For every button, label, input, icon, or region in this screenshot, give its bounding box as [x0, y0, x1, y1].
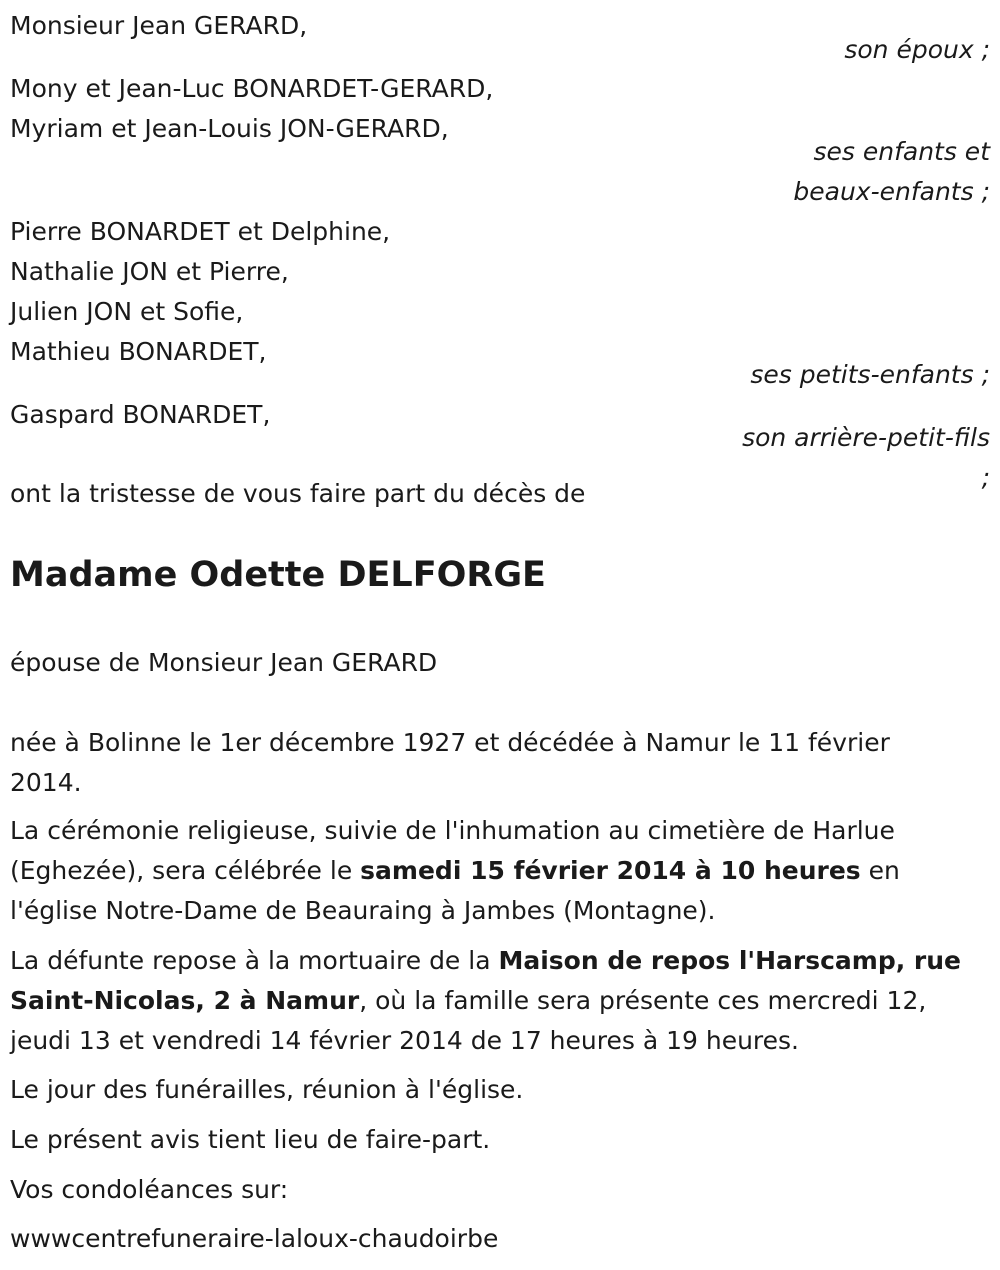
repose-place-1: Maison de repos l'Harscamp, rue [498, 946, 961, 975]
repose-line-2-post: , où la famille sera présente ces mercredi 12, [359, 986, 927, 1015]
children-role-1: ses enfants et [813, 137, 990, 166]
spouse-line: épouse de Monsieur Jean GERARD [10, 648, 438, 677]
grandchild-4: Mathieu BONARDET, [10, 337, 267, 366]
grandchildren-role: ses petits-enfants ; [750, 360, 990, 389]
ceremony-line-1: La cérémonie religieuse, suivie de l'inhumation au cimetière de Harlue [10, 816, 895, 845]
ceremony-line-2 [10, 851, 990, 891]
repose-line-2 [10, 981, 990, 1021]
funeral-day-text: Le jour des funérailles, réunion à l'église. [10, 1075, 524, 1104]
website-link[interactable]: wwwcentrefuneraire-laloux-chaudoirbe [10, 1224, 499, 1253]
great-grandchild: Gaspard BONARDET, [10, 400, 271, 429]
ceremony-paragraph [10, 811, 990, 931]
grandchild-1: Pierre BONARDET et Delphine, [10, 217, 391, 246]
ceremony-line-2-pre: (Eghezée), sera célébrée le [10, 856, 361, 885]
child-1: Mony et Jean-Luc BONARDET-GERARD, [10, 74, 494, 103]
children-role-2: beaux-enfants ; [793, 177, 990, 206]
notice-text: Le présent avis tient lieu de faire-part. [10, 1125, 491, 1154]
repose-place-2: Saint-Nicolas, 2 à Namur [10, 986, 360, 1015]
birth-death-line-1: née à Bolinne le 1er décembre 1927 et décédée à Namur le 11 février [10, 728, 890, 757]
repose-line-1 [10, 941, 990, 981]
ceremony-line-2-post: en [860, 856, 900, 885]
great-grandchild-role-1: son arrière-petit-fils [742, 423, 990, 452]
ceremony-date: samedi 15 février 2014 à 10 heures [360, 856, 861, 885]
deceased-name: Madame Odette DELFORGE [10, 555, 546, 595]
grandchild-3: Julien JON et Sofie, [10, 297, 244, 326]
child-2: Myriam et Jean-Louis JON-GERARD, [10, 114, 449, 143]
announcement-text: ont la tristesse de vous faire part du décès de [10, 479, 586, 508]
ceremony-line-3: l'église Notre-Dame de Beauraing à Jambes (Montagne). [10, 896, 716, 925]
birth-death-paragraph [10, 723, 990, 803]
husband-role: son époux ; [844, 35, 990, 64]
grandchild-2: Nathalie JON et Pierre, [10, 257, 289, 286]
great-grandchild-role-2: ; [981, 463, 990, 492]
birth-death-line-2: 2014. [10, 768, 82, 797]
condolences-label: Vos condoléances sur: [10, 1175, 289, 1204]
husband-name: Monsieur Jean GERARD, [10, 11, 308, 40]
repose-line-1-pre: La défunte repose à la mortuaire de la [10, 946, 499, 975]
repose-paragraph [10, 941, 990, 1061]
repose-line-3: jeudi 13 et vendredi 14 février 2014 de 17 heures à 19 heures. [10, 1026, 800, 1055]
